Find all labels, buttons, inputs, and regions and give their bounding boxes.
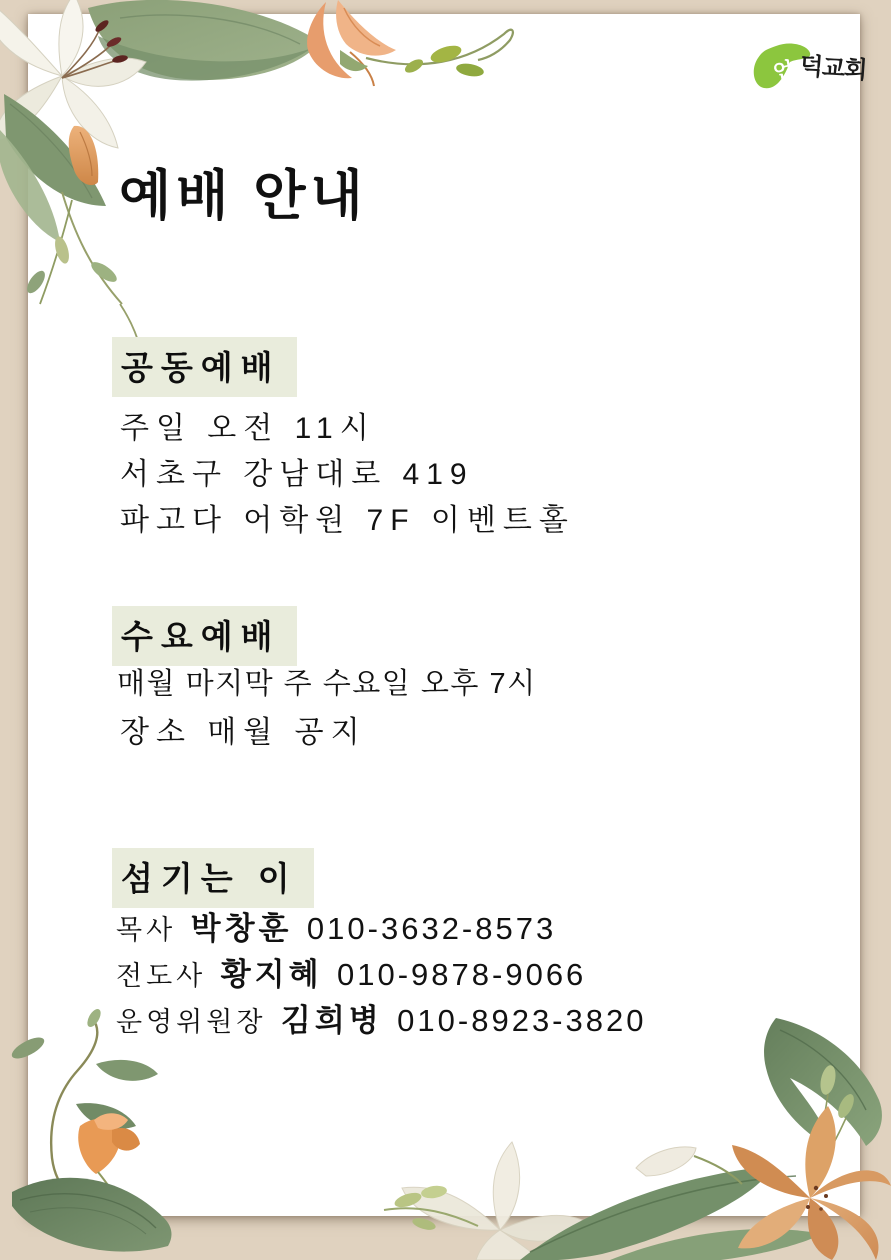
contact-role: 전도사 (116, 961, 207, 991)
contact-name: 김희병 (280, 1003, 383, 1038)
church-logo (752, 40, 868, 96)
worship-address-line: 서초구 강남대로 419 (120, 458, 474, 491)
worship-time-line: 주일 오전 11시 (120, 412, 376, 445)
section-header-wednesday-worship: 수요예배 (112, 606, 297, 666)
page-title: 예배 안내 (119, 166, 368, 226)
contact-row-evangelist (116, 949, 586, 994)
section-header-servants: 섬기는 이 (112, 848, 314, 908)
contact-name: 황지혜 (220, 957, 323, 992)
contact-phone: 010-8923-3820 (397, 1003, 647, 1038)
contact-name: 박창훈 (190, 911, 293, 946)
section-header-joint-worship: 공동예배 (112, 337, 297, 397)
contact-role: 운영위원장 (116, 1007, 267, 1037)
logo-first-char: 언 (771, 58, 796, 85)
contact-row-committee-chair (116, 995, 646, 1040)
wednesday-place-line: 장소 매월 공지 (120, 716, 367, 749)
logo-text: 덕교회 (798, 52, 868, 85)
contact-phone: 010-9878-9066 (337, 957, 587, 992)
contact-phone: 010-3632-8573 (306, 911, 557, 946)
worship-venue-line: 파고다 어학원 7F 이벤트홀 (120, 504, 575, 537)
wednesday-time-line: 매월 마지막 주 수요일 오후 7시 (117, 668, 537, 700)
contact-role: 목사 (116, 915, 177, 945)
contact-row-pastor (116, 903, 556, 948)
